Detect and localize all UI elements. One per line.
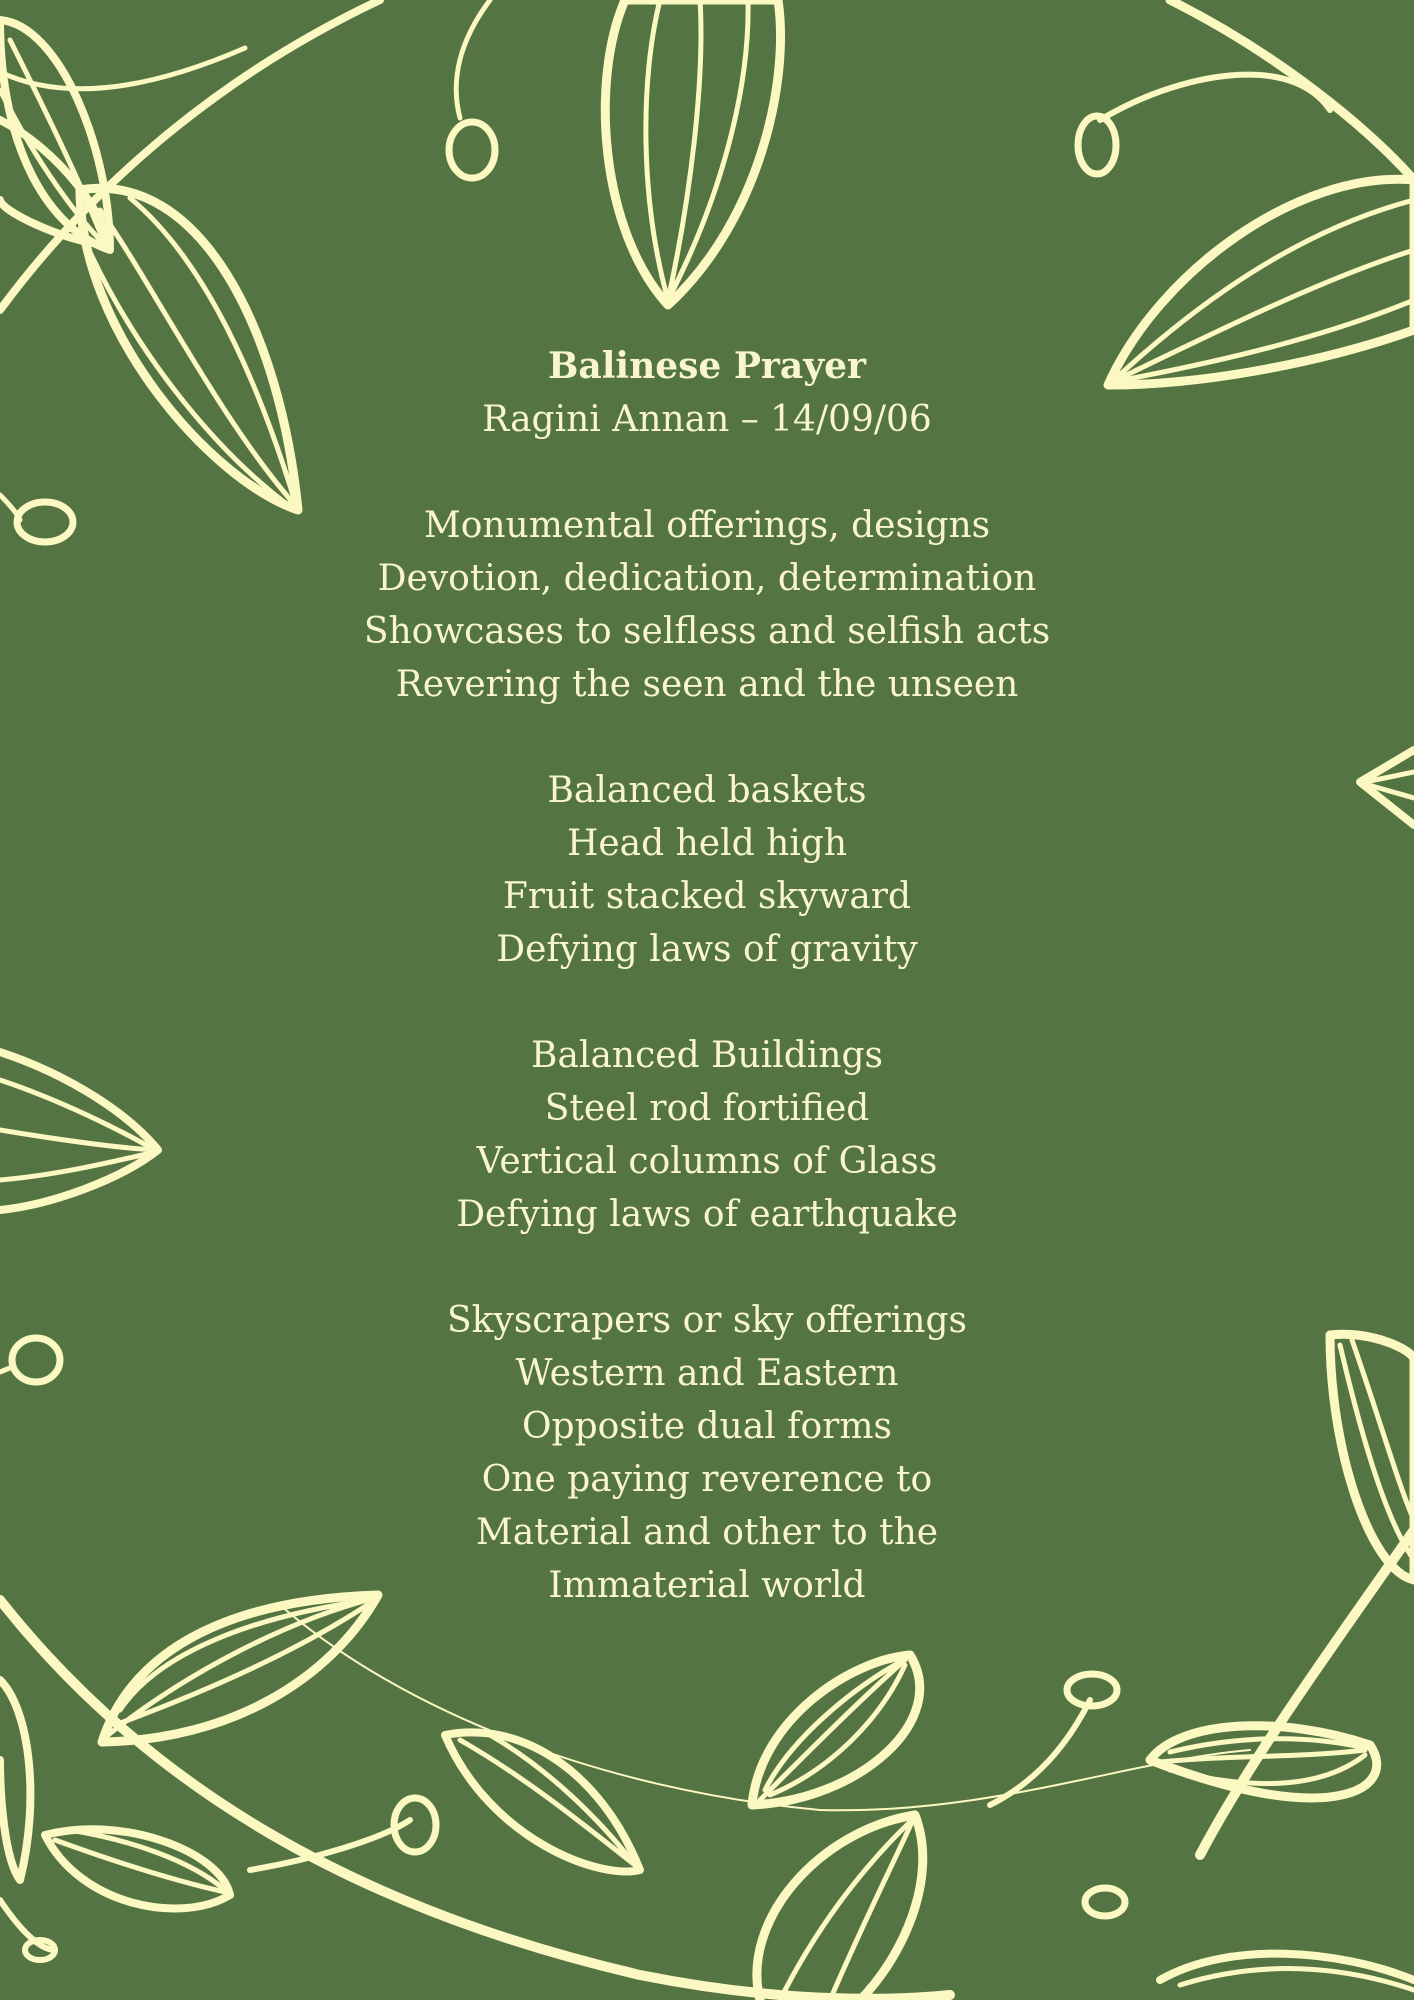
poem-line: Defying laws of gravity <box>496 929 918 970</box>
poem-line: Revering the seen and the unseen <box>395 664 1019 705</box>
poem-line: Balanced baskets <box>547 770 867 811</box>
poem-line: Defying laws of earthquake <box>456 1194 958 1235</box>
top-right-curl-bud <box>1078 116 1116 174</box>
top-left-vine <box>0 48 245 89</box>
leaf-vein <box>0 90 105 245</box>
poem-line: Immaterial world <box>548 1565 866 1606</box>
poem-title: Balinese Prayer <box>547 345 867 387</box>
poem-line: Devotion, dedication, determination <box>377 558 1037 599</box>
bottom-right-curl-bud <box>1085 1888 1125 1916</box>
poem-line: Showcases to selfless and selfish acts <box>363 611 1051 652</box>
poem-line: Steel rod fortified <box>544 1088 870 1129</box>
poem <box>0 340 1414 1665</box>
poem-line: Fruit stacked skyward <box>502 876 912 917</box>
leaf-bottom-center-left <box>445 1732 640 1871</box>
leaf-vein <box>780 1820 912 2000</box>
poem-line: Vertical columns of Glass <box>476 1141 938 1182</box>
top-curl-bud <box>449 122 495 178</box>
poem-byline: Ragini Annan – 14/09/06 <box>482 399 932 440</box>
poem-line: Skyscrapers or sky offerings <box>447 1300 967 1341</box>
poem-line: One paying reverence to <box>481 1459 933 1500</box>
leaf-vein <box>646 0 668 300</box>
poem-line: Western and Eastern <box>515 1353 899 1394</box>
stanza-3 <box>0 1029 1414 1241</box>
poem-line: Opposite dual forms <box>522 1406 892 1447</box>
bottom-tendril <box>990 1700 1090 1805</box>
poem-line: Head held high <box>566 823 848 864</box>
stanza-2 <box>0 764 1414 976</box>
poem-line: Balanced Buildings <box>531 1035 883 1076</box>
leaf-vein <box>830 1822 912 2000</box>
top-left-vine <box>456 0 490 118</box>
poem-line: Monumental offerings, designs <box>423 505 991 546</box>
leaf-vein <box>668 0 701 300</box>
top-right-tendril <box>1100 75 1330 120</box>
top-right-vine <box>1170 0 1414 180</box>
stanza-4 <box>0 1294 1414 1612</box>
poem-line: Material and other to the <box>475 1512 939 1553</box>
leaf-bottom-left-edge <box>0 1680 30 1880</box>
stanza-1 <box>0 499 1414 711</box>
